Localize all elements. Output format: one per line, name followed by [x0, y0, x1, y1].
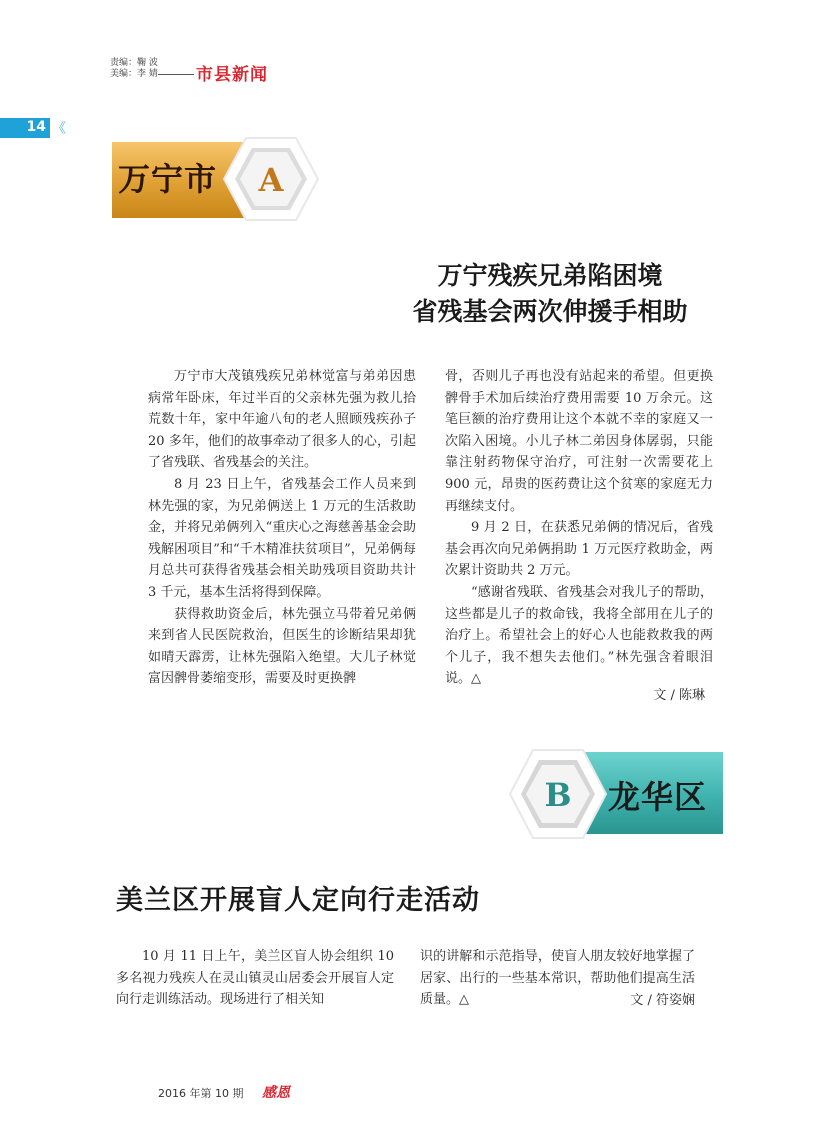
editor-line-1: 责编：鞠 波 [110, 58, 158, 68]
paragraph: 获得救助资金后，林先强立马带着兄弟俩来到省人民医院救治，但医生的诊断结果却犹如晴天霹雳，让林先强陷入绝望。大儿子林觉富因髀骨萎缩变形，需要及时更换髀 [148, 606, 416, 687]
section-title: 市县新闻 [196, 65, 268, 85]
editor-line-2: 美编：李 婧 [110, 69, 158, 79]
page-arrows-icon: 《 [52, 121, 66, 137]
byline-a: 文 / 陈琳 [653, 688, 705, 703]
section-b-letter: B [544, 776, 572, 814]
headline-a-line-1: 万宁残疾兄弟陷困境 [437, 261, 663, 290]
magazine-logo: 感恩 [262, 1085, 290, 1101]
editor-credits [110, 58, 158, 80]
byline-b: 文 / 符姿娴 [630, 993, 695, 1008]
paragraph: “感谢省残联、省残基会对我儿子的帮助，这些都是儿子的救命钱，我将全部用在儿子的治疗上。希望社会上的好心人也能救救我的两个儿子，我不想失去他们。”林先强含着眼泪说。△ [445, 584, 713, 687]
section-a-banner [112, 136, 320, 220]
paragraph: 万宁市大茂镇残疾兄弟林觉富与弟弟因患病常年卧床，年过半百的父亲林先强为救儿拾荒数十年，家中年逾八旬的老人照顾残疾孙子 20 多年，他们的故事牵动了很多人的心，引起了省残联、省残基会的关注。 [148, 369, 416, 471]
article-a-column-1 [148, 366, 416, 690]
hexagon-a-icon [222, 136, 320, 222]
page-number: 14 [26, 119, 46, 135]
headline-b: 美兰区开展盲人定向行走活动 [116, 885, 480, 916]
headline-a [360, 258, 740, 330]
article-a-column-2 [445, 366, 713, 690]
section-b-banner [508, 748, 723, 840]
paragraph: 10 月 11 日上午，美兰区盲人协会组织 10 多名视力残疾人在灵山镇灵山居委会开展盲人定向行走训练活动。现场进行了相关知 [116, 949, 394, 1008]
headline-a-line-2: 省残基会两次伸援手相助 [412, 297, 688, 326]
section-a-place: 万宁市 [118, 160, 218, 198]
page-number-tab [0, 118, 50, 138]
issue-label: 2016 年第 10 期 [158, 1087, 244, 1100]
section-b-place: 龙华区 [608, 778, 708, 816]
header-divider [158, 74, 194, 75]
section-a-letter: A [258, 161, 284, 199]
hexagon-b-icon [508, 748, 608, 840]
paragraph: 识的讲解和示范指导，使盲人朋友较好地掌握了居家、出行的一些基本常识，帮助他们提高生活质量。△ [420, 949, 695, 1008]
paragraph: 9 月 2 日，在获悉兄弟俩的情况后，省残基会再次向兄弟俩捐助 1 万元医疗救助金，两次累计资助共 2 万元。 [445, 520, 713, 579]
paragraph: 骨，否则儿子再也没有站起来的希望。但更换髀骨手术加后续治疗费用需要 10 万余元。这笔巨额的治疗费用让这个本就不幸的家庭又一次陷入困境。小儿子林二弟因身体孱弱，只能靠注射药物保守治疗，可注射一次需要花上 900 元，昂贵的医药费让这个贫寒的家庭无力再继续支付。 [445, 369, 713, 514]
article-b-column-1 [116, 946, 394, 1011]
paragraph: 8 月 23 日上午，省残基会工作人员来到林先强的家，为兄弟俩送上 1 万元的生活救助金，并将兄弟俩列入“重庆心之海慈善基金会助残解困项目”和“千木精准扶贫项目”，兄弟俩每月总共可获得省残基会相关助残项目资助共计 3 千元，基本生活将得到保障。 [148, 476, 416, 600]
